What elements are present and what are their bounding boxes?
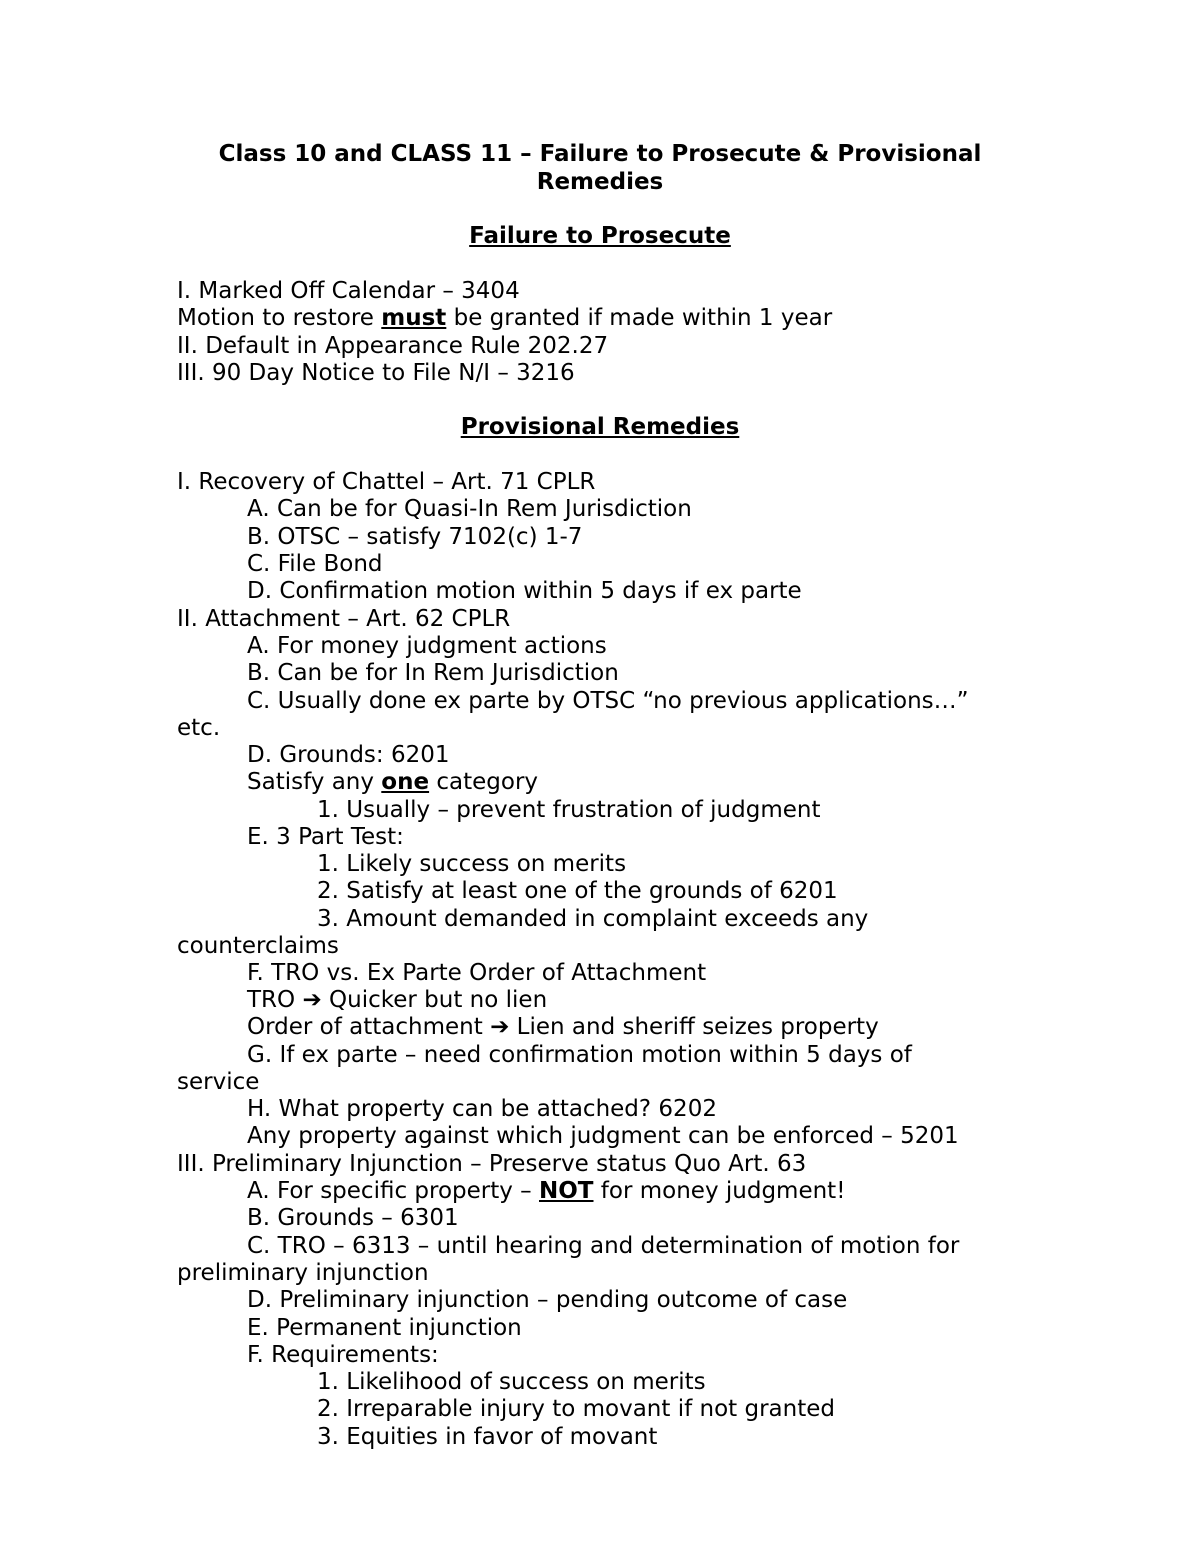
section-heading-provisional-remedies: Provisional Remedies	[460, 414, 740, 440]
emphasis-one: one	[381, 769, 430, 795]
chattel-item-d: D. Confirmation motion within 5 days if ex parte	[247, 578, 802, 604]
attachment-item-f-order	[247, 1013, 879, 1041]
attachment-item-b: B. Can be for In Rem Jurisdiction	[247, 660, 619, 686]
attachment-item-e-2: 2. Satisfy at least one of the grounds of 6201	[317, 878, 838, 904]
text-fragment: category	[429, 769, 539, 795]
attachment-item-d-1: 1. Usually – prevent frustration of judgment	[317, 797, 821, 823]
injunction-item-e: E. Permanent injunction	[247, 1315, 522, 1341]
injunction-item-b: B. Grounds – 6301	[247, 1205, 459, 1231]
attachment-item-a: A. For money judgment actions	[247, 633, 607, 659]
injunction-item-a	[247, 1177, 845, 1205]
section-heading-failure-to-prosecute: Failure to Prosecute	[469, 223, 731, 249]
attachment-item-e-3-continued: counterclaims	[177, 933, 339, 959]
injunction-item-f-1: 1. Likelihood of success on merits	[317, 1369, 706, 1395]
failure-item-1: I. Marked Off Calendar – 3404	[177, 278, 520, 304]
emphasis-not: NOT	[539, 1178, 594, 1204]
attachment-item-e-3: 3. Amount demanded in complaint exceeds any	[317, 906, 869, 932]
text-fragment: Order of attachment	[247, 1014, 483, 1040]
attachment-item-e-1: 1. Likely success on merits	[317, 851, 627, 877]
attachment-item-d: D. Grounds: 6201	[247, 742, 450, 768]
injunction-item-c: C. TRO – 6313 – until hearing and determination of motion for	[247, 1233, 960, 1259]
injunction-item-c-continued: preliminary injunction	[177, 1260, 429, 1286]
chattel-item-b: B. OTSC – satisfy 7102(c) 1-7	[247, 524, 583, 550]
attachment-item-g-continued: service	[177, 1069, 260, 1095]
attachment-item-h-note: Any property against which judgment can be enforced – 5201	[247, 1123, 959, 1149]
text-fragment: Motion to restore	[177, 305, 382, 331]
failure-item-2: II. Default in Appearance Rule 202.27	[177, 333, 609, 359]
attachment-item-h: H. What property can be attached? 6202	[247, 1096, 717, 1122]
injunction-item-f: F. Requirements:	[247, 1342, 439, 1368]
document-title-line-1: Class 10 and CLASS 11 – Failure to Prosecute & Provisional	[218, 141, 982, 167]
attachment-item-f: F. TRO vs. Ex Parte Order of Attachment	[247, 960, 707, 986]
text-fragment: A. For specific property –	[247, 1178, 539, 1204]
injunction-item-f-3: 3. Equities in favor of movant	[317, 1424, 658, 1450]
failure-item-1-note	[177, 304, 832, 332]
attachment-item-d-note	[247, 768, 538, 796]
attachment-item-g: G. If ex parte – need confirmation motion within 5 days of	[247, 1042, 912, 1068]
injunction-heading: III. Preliminary Injunction – Preserve status Quo Art. 63	[177, 1151, 807, 1177]
chattel-item-a: A. Can be for Quasi-In Rem Jurisdiction	[247, 496, 692, 522]
text-fragment: be granted if made within 1 year	[446, 305, 833, 331]
attachment-item-c-continued: etc.	[177, 715, 221, 741]
chattel-heading: I. Recovery of Chattel – Art. 71 CPLR	[177, 469, 596, 495]
attachment-item-e: E. 3 Part Test:	[247, 824, 404, 850]
injunction-item-d: D. Preliminary injunction – pending outcome of case	[247, 1287, 848, 1313]
text-fragment: TRO	[247, 987, 296, 1013]
emphasis-must: must	[381, 305, 447, 331]
arrow-right-icon: ➔	[302, 987, 322, 1013]
document-title-line-2: Remedies	[536, 169, 664, 195]
attachment-item-c: C. Usually done ex parte by OTSC “no previous applications…”	[247, 688, 969, 714]
text-fragment: Lien and sheriff seizes property	[509, 1014, 879, 1040]
attachment-item-f-tro	[247, 986, 547, 1014]
text-fragment: Satisfy any	[247, 769, 382, 795]
arrow-right-icon: ➔	[490, 1014, 510, 1040]
attachment-heading: II. Attachment – Art. 62 CPLR	[177, 606, 511, 632]
text-fragment: for money judgment!	[593, 1178, 846, 1204]
injunction-item-f-2: 2. Irreparable injury to movant if not granted	[317, 1396, 835, 1422]
failure-item-3: III. 90 Day Notice to File N/I – 3216	[177, 360, 575, 386]
chattel-item-c: C. File Bond	[247, 551, 383, 577]
text-fragment: Quicker but no lien	[321, 987, 548, 1013]
